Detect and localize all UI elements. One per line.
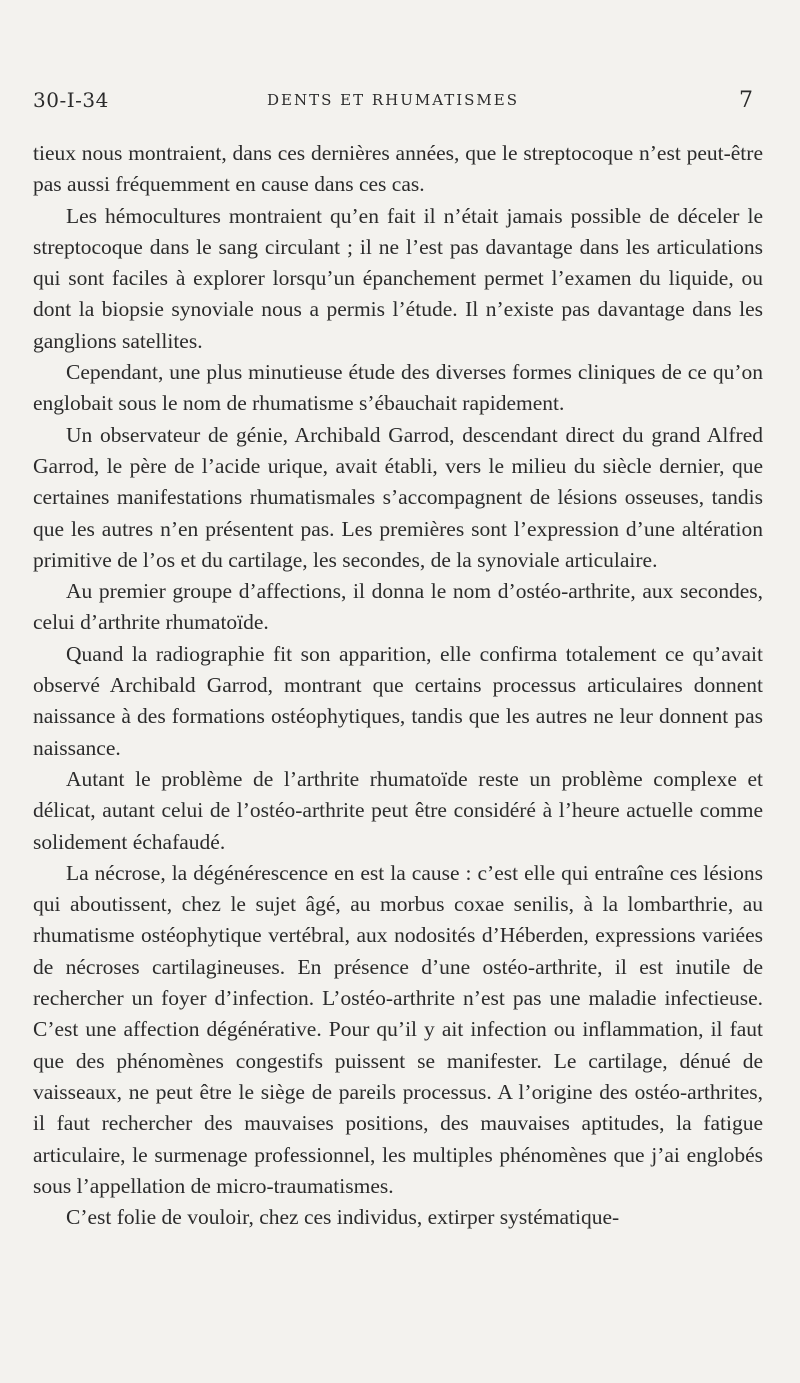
paragraph: Quand la radiographie fit son apparition, elle confirma totalement ce qu’avait observé Archibald Garrod, montrant que certains processus articulaires donnent naissance à des formations ostéophytiques, tandis que les autres ne leur donnent pas naissance. [33,641,763,760]
paragraph: Autant le problème de l’arthrite rhumatoïde reste un problème complexe et délicat, autant celui de l’ostéo-arthrite peut être considéré à l’heure actuelle comme solidement échafaudé. [33,766,763,854]
paragraph: Les hémocultures montraient qu’en fait il n’était jamais possible de déceler le streptocoque dans le sang circulant ; il ne l’est pas davantage dans les articulations qui sont faciles à explorer lorsqu’un épanchement permet l’examen du liquide, ou dont la biopsie synoviale nous a permis l’étude. Il n’existe pas davantage dans les ganglions satellites. [33,203,763,353]
page-number: 7 [739,88,753,113]
header-date: 30-I-34 [33,88,109,112]
paragraph: tieux nous montraient, dans ces dernières années, que le streptocoque n’est peut-être pas aussi fréquemment en cause dans ces cas. [33,141,763,197]
header-title: DENTS ET RHUMATISMES [266,91,520,109]
running-header [33,88,753,118]
paragraph: La nécrose, la dégénérescence en est la cause : c’est elle qui entraîne ces lésions qui aboutissent, chez le sujet âgé, au morbus coxae senilis, à la lombarthrie, au rhumatisme ostéophytique vertébral, aux nodosités d’Héberden, expressions variées de nécroses cartilagineuses. En présence d’une ostéo-arthrite, il est inutile de rechercher un foyer d’infection. L’ostéo-arthrite n’est pas une maladie infectieuse. C’est une affection dégénérative. Pour qu’il y ait infection ou inflammation, il faut que des phénomènes congestifs puissent se manifester. Le cartilage, dénué de vaisseaux, ne peut être le siège de pareils processus. A l’origine des ostéo-arthrites, il faut rechercher des mauvaises positions, des mauvaises aptitudes, la fatigue articulaire, le surmenage professionnel, les multiples phénomènes que j’ai englobés sous l’appellation de micro-traumatismes. [33,860,763,1198]
paragraph: Un observateur de génie, Archibald Garrod, descendant direct du grand Alfred Garrod, le père de l’acide urique, avait établi, vers le milieu du siècle dernier, que certaines manifestations rhumatismales s’accompagnent de lésions osseuses, tandis que les autres n’en présentent pas. Les premières sont l’expression d’une altération primitive de l’os et du cartilage, les secondes, de la synoviale articulaire. [33,422,763,572]
paragraph: C’est folie de vouloir, chez ces individus, extirper systématique- [66,1205,620,1230]
paragraph: Au premier groupe d’affections, il donna le nom d’ostéo-arthrite, aux secondes, celui d’arthrite rhumatoïde. [33,579,763,635]
paragraph: Cependant, une plus minutieuse étude des diverses formes cliniques de ce qu’on englobait sous le nom de rhumatisme s’ébauchait rapidement. [33,360,763,416]
body-text [33,138,763,1233]
